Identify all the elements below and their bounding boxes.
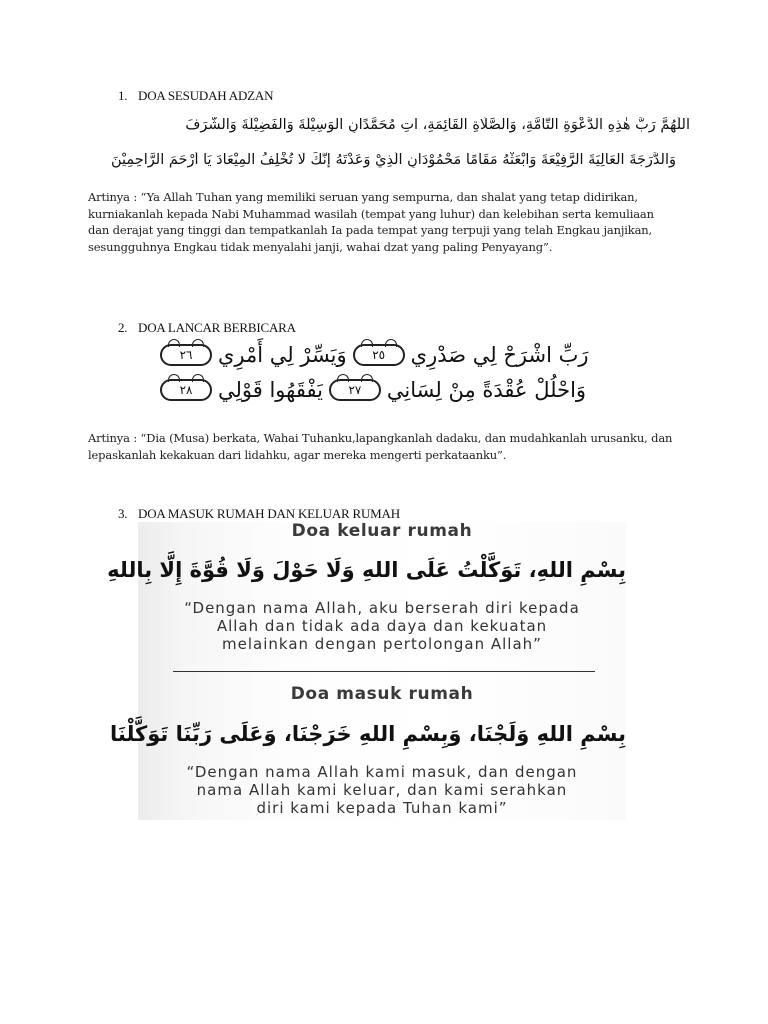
section-number: 1. [118,88,128,103]
quran-verse-line [160,378,686,402]
ayah-number-ornament: ٢٧ [329,379,381,401]
arabic-text-line: وَالدَّرَجَةَ الْعَالِيَةَ الرَّفِيْعَةَ وَابْعَثْهُ مَقَامًا مَحْمُوْدَانِ الَّذِيْ وَعَدْتَهُ إِنَّكَ لَا تُخْلِفُ الْمِيْعَادَ يَا أَرْحَمَ الرَّاحِمِيْنَ [111,152,676,168]
section-title: DOA MASUK RUMAH DAN KELUAR RUMAH [138,506,400,521]
verse-text: وَيَسِّرْ لِي أَمْرِي [218,343,347,367]
section-number: 2. [118,320,128,335]
translation-line: diri kami kepada Tuhan kami” [256,799,508,817]
doa-keluar-rumah-title: Doa keluar rumah [291,521,473,541]
section-title: DOA SESUDAH ADZAN [138,88,274,103]
translation-line: nama Allah kami keluar, dan kami serahkan [196,781,568,799]
section-number: 3. [118,506,128,521]
translation-line: “Dengan nama Allah, aku berserah diri kepada [184,599,580,617]
ayah-number-ornament: ٢٦ [160,344,212,366]
translation-paragraph: Artinya : “Ya Allah Tuhan yang memiliki seruan yang sempurna, dan shalat yang tetap didirikan, kurniakanlah kepada Nabi Muhammad wasilah (tempat yang luhur) dan kelebihan serta kemuliaan dan derajat yang tinggi dan tempatkanlah Ia pada tempat yang terpuji yang telah Engkau janjikan, sesungguhnya Engkau tidak menyalahi janji, wahai dzat yang paling Penyayang”. [88,190,654,254]
translation-line: Allah dan tidak ada daya dan kekuatan [216,617,548,635]
ayah-number-ornament: ٢٥ [353,344,405,366]
translation-line: “Dengan nama Allah kami masuk, dan dengan [186,763,578,781]
doa-keluar-rumah-translation [138,599,626,653]
ayah-number-ornament: ٢٨ [160,379,212,401]
section-3-heading [118,506,400,522]
doa-masuk-rumah-translation [138,763,626,817]
section-2-heading [118,320,296,336]
arabic-text-line: اَللّٰهُمَّ رَبَّ هٰذِهِ الدَّعْوَةِ التَّامَّةِ، وَالصَّلَاةِ الْقَائِمَةِ، آتِ مُحَمَّدًانِ الْوَسِيْلَةَ وَالْفَضِيْلَةَ وَالشَّرَفَ [185,117,690,133]
quran-verse-line [160,343,686,367]
doa-keluar-rumah-arabic: بِسْمِ اللهِ، تَوَكَّلْتُ عَلَى اللهِ وَلَا حَوْلَ وَلَا قُوَّةَ إِلَّا بِاللهِ [107,558,626,582]
verse-text: رَبِّ اشْرَحْ لِي صَدْرِي [410,343,589,367]
doa-masuk-rumah-title: Doa masuk rumah [290,684,474,704]
doa-masuk-rumah-arabic: بِسْمِ اللهِ وَلَجْنَا، وَبِسْمِ اللهِ خَرَجْنَا، وَعَلَى رَبِّنَا تَوَكَّلْنَا [110,722,626,746]
translation-line: melainkan dengan pertolongan Allah” [222,635,542,653]
section-divider [173,671,595,672]
verse-text: وَاحْلُلْ عُقْدَةً مِنْ لِسَانِي [386,378,587,402]
verse-text: يَفْقَهُوا قَوْلِي [218,378,323,402]
translation-paragraph: Artinya : “Dia (Musa) berkata, Wahai Tuhanku,lapangkanlah dadaku, dan mudahkanlah urusanku, dan lepaskanlah kekakuan dari lidahku, agar mereka mengerti perkataanku”. [88,431,673,462]
section-1-heading [118,88,273,104]
section-title: DOA LANCAR BERBICARA [138,320,296,335]
